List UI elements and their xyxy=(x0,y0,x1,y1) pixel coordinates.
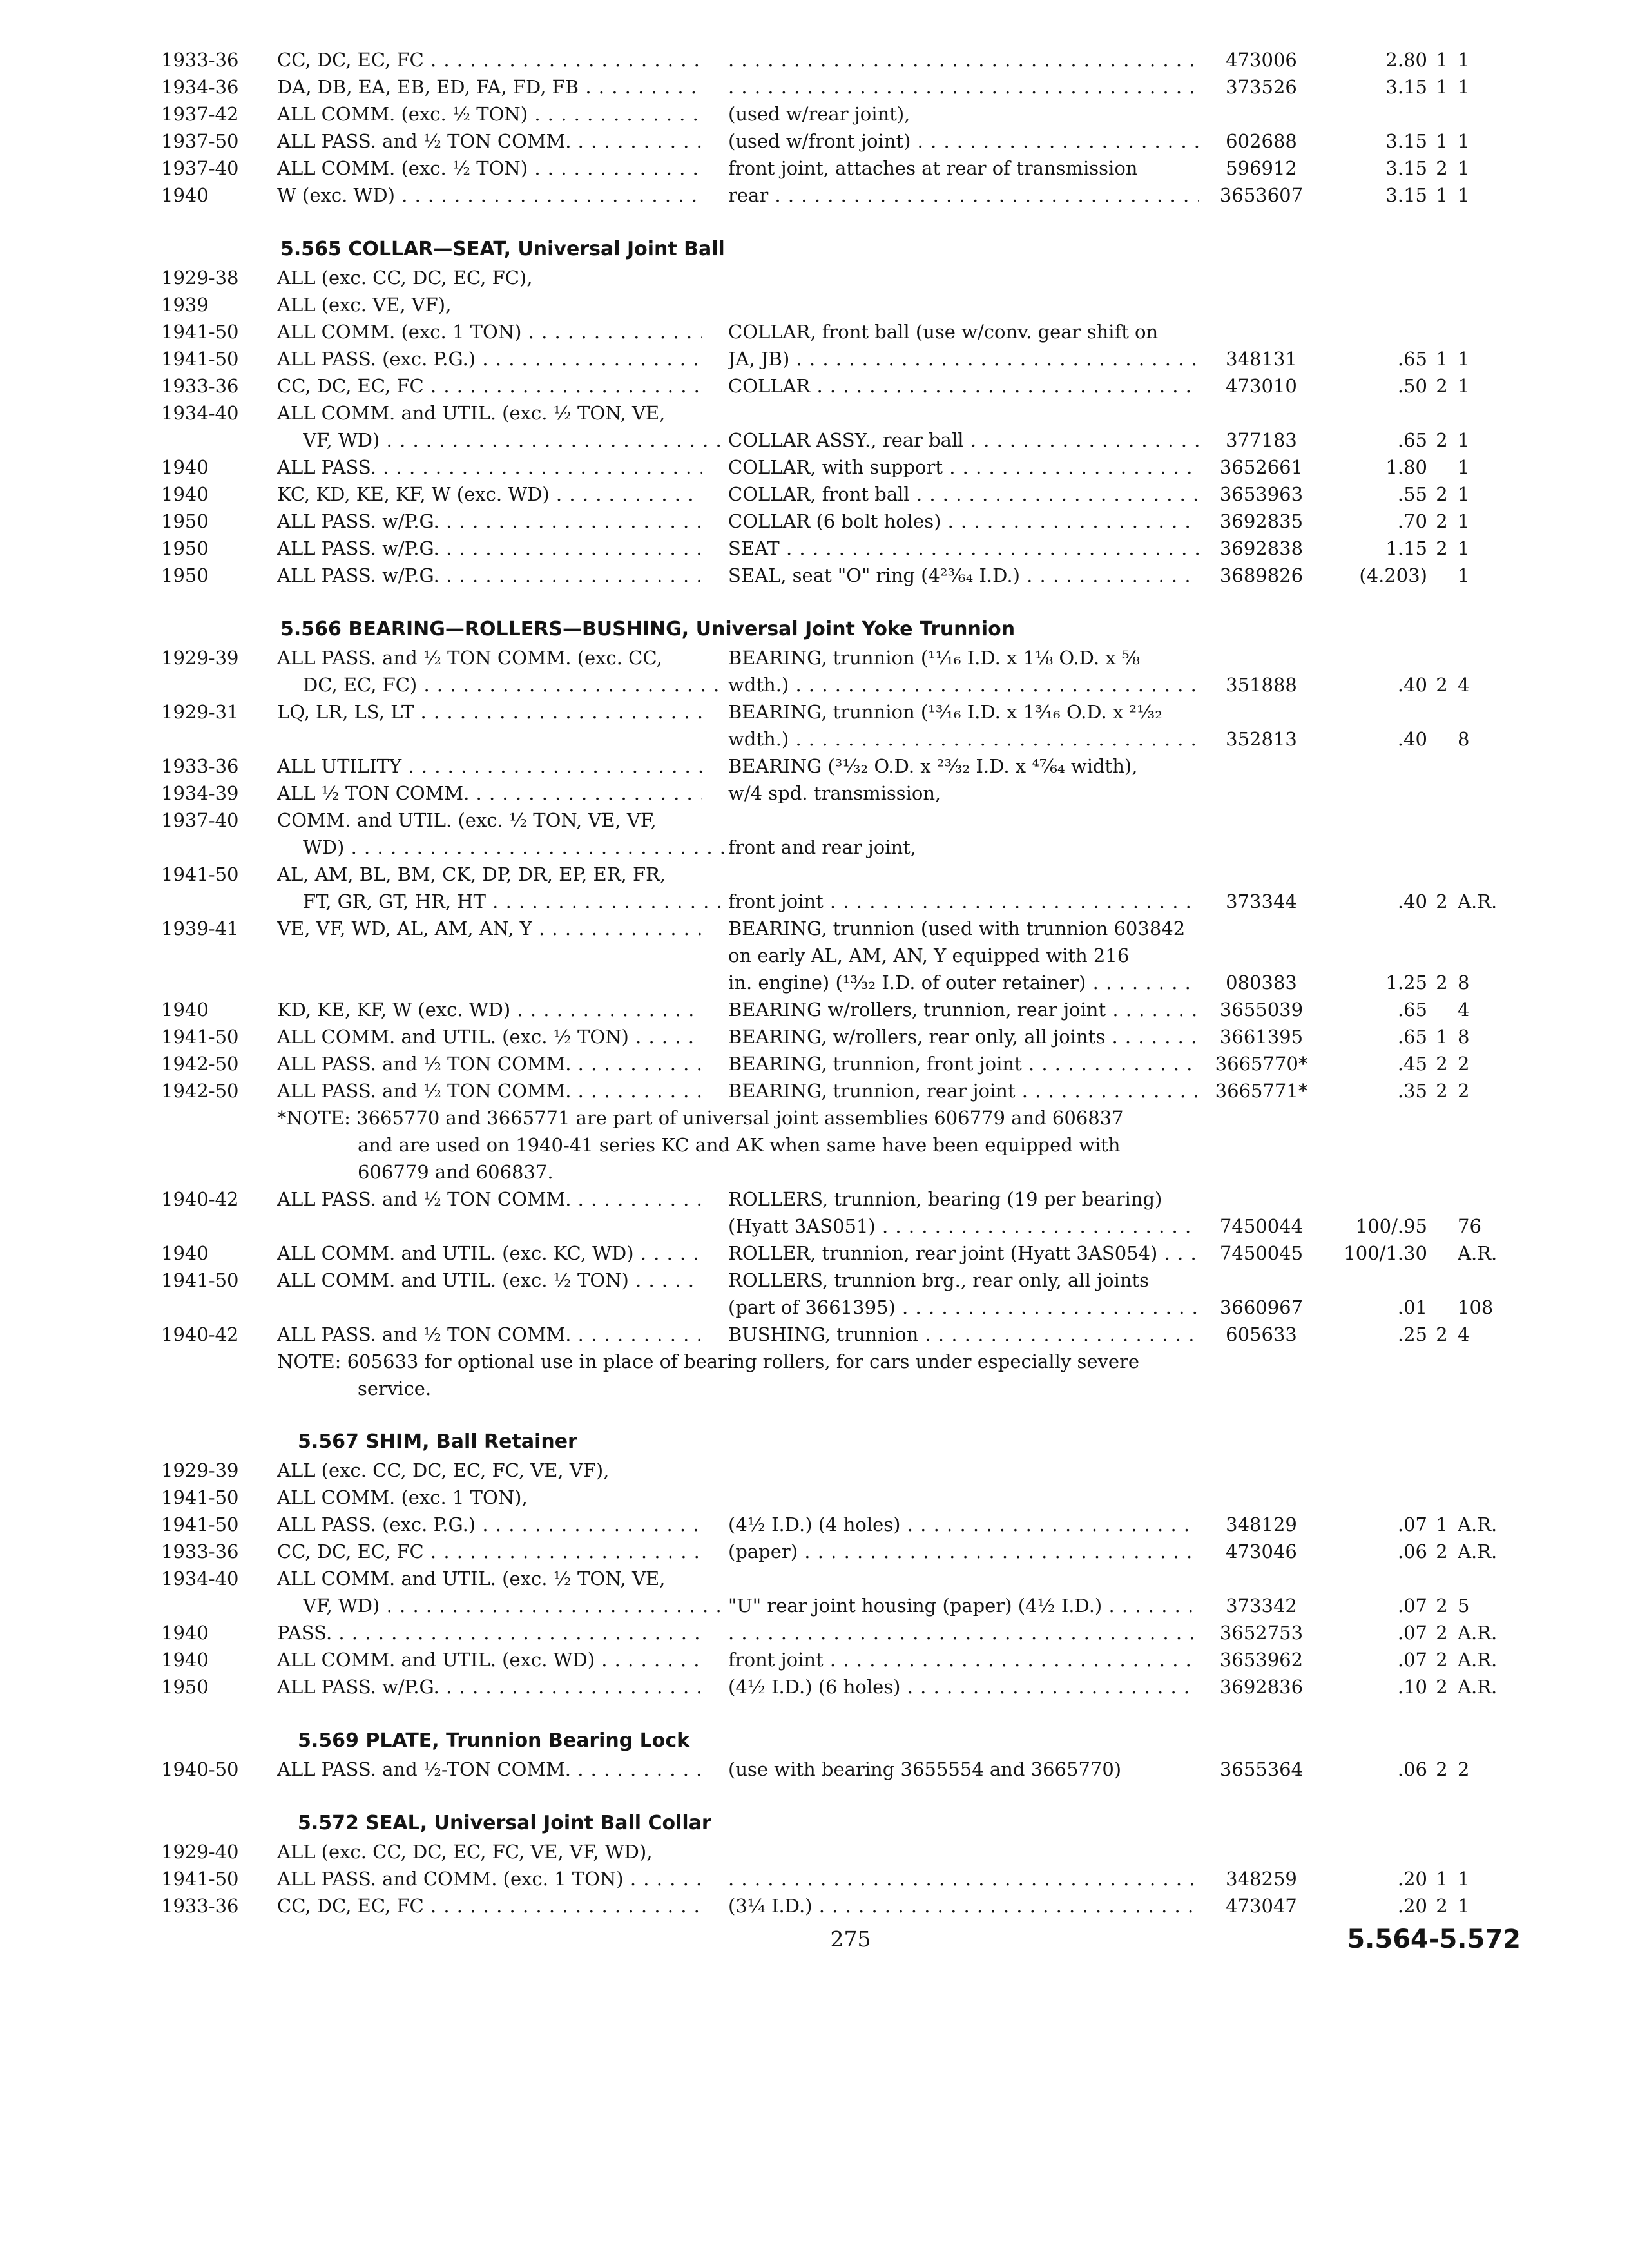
part-number: 373526 xyxy=(1226,76,1297,98)
year-range: 1941-50 xyxy=(161,1269,239,1291)
model-applicability: VF, WD) . . . xyxy=(303,427,728,454)
footnote-line: and are used on 1940-41 series KC and AK when same have been equipped with xyxy=(358,1134,1121,1156)
group-count: 1 xyxy=(1458,510,1470,532)
model-applicability: ALL PASS. and ½ TON COMM. . . . xyxy=(277,1050,702,1077)
year-range: 1940 xyxy=(161,999,209,1021)
quantity-per-car: 2 xyxy=(1436,1758,1448,1780)
model-applicability: CC, DC, EC, FC . . . xyxy=(277,46,702,73)
model-applicability: CC, DC, EC, FC . . . xyxy=(277,1538,702,1565)
group-count: A.R. xyxy=(1458,890,1498,912)
model-applicability: ALL COMM. (exc. 1 TON) . . . xyxy=(277,318,702,345)
year-range: 1940-42 xyxy=(161,1188,239,1210)
model-applicability: LQ, LR, LS, LT . . . xyxy=(277,698,702,726)
list-price: 3.15 xyxy=(1385,184,1427,206)
year-range: 1939-41 xyxy=(161,918,239,939)
part-number: 473010 xyxy=(1226,375,1297,397)
quantity-per-car: 2 xyxy=(1436,429,1448,451)
part-number: 3692836 xyxy=(1219,1676,1304,1698)
group-count: 76 xyxy=(1458,1215,1481,1237)
model-applicability: KD, KE, KF, W (exc. WD) . . . xyxy=(277,996,702,1023)
part-number: 7450045 xyxy=(1219,1242,1304,1264)
year-range: 1937-50 xyxy=(161,130,239,152)
list-price: .06 xyxy=(1397,1758,1427,1780)
group-count: 4 xyxy=(1458,1323,1470,1345)
year-range: 1934-39 xyxy=(161,782,239,804)
part-description xyxy=(728,46,1199,73)
model-applicability: DA, DB, EA, EB, ED, FA, FD, FB . . . xyxy=(277,73,702,101)
year-range: 1950 xyxy=(161,1676,209,1698)
part-description: COLLAR, front ball (use w/conv. gear shift on xyxy=(728,321,1159,343)
quantity-per-car: 1 xyxy=(1436,1026,1448,1048)
year-range: 1939 xyxy=(161,294,209,316)
part-description: JA, JB) . . . xyxy=(728,345,1199,372)
group-count: 4 xyxy=(1458,999,1470,1021)
year-range: 1942-50 xyxy=(161,1080,239,1102)
year-range: 1940 xyxy=(161,483,209,505)
list-price: .07 xyxy=(1397,1622,1427,1644)
year-range: 1950 xyxy=(161,510,209,532)
quantity-per-car: 1 xyxy=(1436,184,1448,206)
part-description: COLLAR ASSY., rear ball . . . xyxy=(728,427,1199,454)
list-price: .07 xyxy=(1397,1649,1427,1671)
list-price: .20 xyxy=(1397,1868,1427,1890)
part-description xyxy=(728,73,1199,101)
part-number: 3655039 xyxy=(1219,999,1304,1021)
year-range: 1929-31 xyxy=(161,701,239,723)
part-description: (use with bearing 3655554 and 3665770) xyxy=(728,1758,1122,1780)
list-price: .40 xyxy=(1397,890,1427,912)
list-price: .65 xyxy=(1397,348,1427,370)
quantity-per-car: 2 xyxy=(1436,890,1448,912)
list-price: 2.80 xyxy=(1385,49,1427,71)
list-price: .55 xyxy=(1397,483,1427,505)
group-count: A.R. xyxy=(1458,1649,1498,1671)
model-applicability: CC, DC, EC, FC . . . xyxy=(277,372,702,399)
part-description: (used w/front joint) . . . xyxy=(728,128,1199,155)
group-count: 1 xyxy=(1458,49,1470,71)
model-applicability: ALL PASS. and ½ TON COMM. . . . xyxy=(277,128,702,155)
part-number: 473046 xyxy=(1226,1541,1297,1562)
model-applicability: ALL COMM. and UTIL. (exc. WD) . . . xyxy=(277,1646,702,1673)
list-price: 3.15 xyxy=(1385,76,1427,98)
group-count: A.R. xyxy=(1458,1242,1498,1264)
model-applicability: WD) . . . xyxy=(303,834,728,861)
model-applicability: W (exc. WD) . . . xyxy=(277,182,702,209)
list-price: .20 xyxy=(1397,1895,1427,1917)
section-range: 5.564-5.572 xyxy=(1347,1925,1521,1954)
quantity-per-car: 2 xyxy=(1436,510,1448,532)
part-number: 3665771* xyxy=(1215,1080,1308,1102)
part-description: BEARING w/rollers, trunnion, rear joint . . . xyxy=(728,996,1199,1023)
model-applicability: PASS. . . . xyxy=(277,1619,702,1646)
footnote-line: NOTE: 605633 for optional use in place of bearing rollers, for cars under especially severe xyxy=(277,1350,1140,1372)
group-count: 1 xyxy=(1458,76,1470,98)
year-range: 1934-36 xyxy=(161,76,239,98)
year-range: 1929-39 xyxy=(161,1459,239,1481)
list-price: .07 xyxy=(1397,1595,1427,1617)
part-number: 348129 xyxy=(1226,1514,1297,1535)
model-applicability: ALL COMM. and UTIL. (exc. ½ TON, VE, xyxy=(277,1568,666,1590)
group-count: 2 xyxy=(1458,1053,1470,1075)
model-applicability: AL, AM, BL, BM, CK, DP, DR, EP, ER, FR, xyxy=(277,863,666,885)
footnote-line: *NOTE: 3665770 and 3665771 are part of universal joint assemblies 606779 and 606837 xyxy=(277,1107,1124,1129)
quantity-per-car: 1 xyxy=(1436,1514,1448,1535)
group-count: 1 xyxy=(1458,348,1470,370)
year-range: 1941-50 xyxy=(161,1514,239,1535)
part-number: 473006 xyxy=(1226,49,1297,71)
group-count: A.R. xyxy=(1458,1541,1498,1562)
list-price: .40 xyxy=(1397,674,1427,696)
year-range: 1929-40 xyxy=(161,1841,239,1863)
part-number: 596912 xyxy=(1226,157,1297,179)
model-applicability: ALL COMM. (exc. ½ TON) . . . xyxy=(277,155,702,182)
quantity-per-car: 1 xyxy=(1436,348,1448,370)
year-range: 1941-50 xyxy=(161,348,239,370)
part-number: 3689826 xyxy=(1219,564,1304,586)
list-price: .65 xyxy=(1397,429,1427,451)
model-applicability: ALL PASS. and ½-TON COMM. . . . xyxy=(277,1756,702,1783)
part-description: front joint . . . xyxy=(728,888,1199,915)
part-number: 373342 xyxy=(1226,1595,1297,1617)
year-range: 1929-39 xyxy=(161,647,239,669)
group-count: 1 xyxy=(1458,429,1470,451)
model-applicability: ALL (exc. CC, DC, EC, FC, VE, VF, WD), xyxy=(277,1841,653,1863)
year-range: 1940-42 xyxy=(161,1323,239,1345)
quantity-per-car: 2 xyxy=(1436,483,1448,505)
part-number: 3660967 xyxy=(1219,1296,1304,1318)
model-applicability: ALL PASS. w/P.G. . . . xyxy=(277,1673,702,1700)
group-count: 2 xyxy=(1458,1080,1470,1102)
group-count: 1 xyxy=(1458,157,1470,179)
year-range: 1940 xyxy=(161,184,209,206)
model-applicability: DC, EC, FC) . . . xyxy=(303,671,728,698)
group-count: 1 xyxy=(1458,1868,1470,1890)
list-price: .45 xyxy=(1397,1053,1427,1075)
footnote-line: service. xyxy=(358,1378,432,1399)
part-description: (paper) . . . xyxy=(728,1538,1199,1565)
model-applicability: COMM. and UTIL. (exc. ½ TON, VE, VF, xyxy=(277,809,657,831)
part-number: 7450044 xyxy=(1219,1215,1304,1237)
section-heading: 5.566 BEARING—ROLLERS—BUSHING, Universal Joint Yoke Trunnion xyxy=(280,618,1016,640)
part-number: 352813 xyxy=(1226,728,1297,750)
list-price: .35 xyxy=(1397,1080,1427,1102)
model-applicability: ALL (exc. VE, VF), xyxy=(277,294,452,316)
group-count: 1 xyxy=(1458,1895,1470,1917)
part-number: 377183 xyxy=(1226,429,1297,451)
part-number: 080383 xyxy=(1226,972,1297,994)
list-price: .07 xyxy=(1397,1514,1427,1535)
part-description: (used w/rear joint), xyxy=(728,103,911,125)
quantity-per-car: 2 xyxy=(1436,1595,1448,1617)
year-range: 1933-36 xyxy=(161,755,239,777)
quantity-per-car: 2 xyxy=(1436,1080,1448,1102)
year-range: 1940 xyxy=(161,1242,209,1264)
year-range: 1933-36 xyxy=(161,1895,239,1917)
model-applicability: ALL COMM. and UTIL. (exc. ½ TON, VE, xyxy=(277,402,666,424)
year-range: 1937-40 xyxy=(161,809,239,831)
part-description: wdth.) . . . xyxy=(728,671,1199,698)
group-count: A.R. xyxy=(1458,1622,1498,1644)
year-range: 1933-36 xyxy=(161,49,239,71)
part-number: 602688 xyxy=(1226,130,1297,152)
year-range: 1934-40 xyxy=(161,402,239,424)
part-description: ROLLERS, trunnion, bearing (19 per bearing) xyxy=(728,1188,1162,1210)
part-number: 3665770* xyxy=(1215,1053,1308,1075)
year-range: 1941-50 xyxy=(161,321,239,343)
group-count: 1 xyxy=(1458,130,1470,152)
group-count: 2 xyxy=(1458,1758,1470,1780)
quantity-per-car: 2 xyxy=(1436,1676,1448,1698)
list-price: 100/1.30 xyxy=(1344,1242,1427,1264)
year-range: 1933-36 xyxy=(161,375,239,397)
part-description: (4½ I.D.) (4 holes) . . . xyxy=(728,1511,1199,1538)
group-count: 8 xyxy=(1458,1026,1470,1048)
year-range: 1940 xyxy=(161,1649,209,1671)
part-number: 3653962 xyxy=(1219,1649,1304,1671)
quantity-per-car: 2 xyxy=(1436,537,1448,559)
part-number: 3652753 xyxy=(1219,1622,1304,1644)
quantity-per-car: 1 xyxy=(1436,76,1448,98)
model-applicability: ALL PASS. . . . xyxy=(277,454,702,481)
part-description: BEARING, trunnion (¹¹⁄₁₆ I.D. x 1⅛ O.D. x ⅝ xyxy=(728,647,1141,669)
model-applicability: ALL PASS. and ½ TON COMM. . . . xyxy=(277,1321,702,1348)
model-applicability: ALL PASS. w/P.G. . . . xyxy=(277,508,702,535)
group-count: A.R. xyxy=(1458,1514,1498,1535)
year-range: 1929-38 xyxy=(161,267,239,289)
model-applicability: ALL PASS. and ½ TON COMM. . . . xyxy=(277,1077,702,1104)
model-applicability: ALL COMM. and UTIL. (exc. ½ TON) . . . xyxy=(277,1267,702,1294)
group-count: 4 xyxy=(1458,674,1470,696)
list-price: 3.15 xyxy=(1385,157,1427,179)
list-price: .65 xyxy=(1397,1026,1427,1048)
part-description: SEAL, seat "O" ring (4²³⁄₆₄ I.D.) . . . xyxy=(728,562,1199,589)
part-number: 3653963 xyxy=(1219,483,1304,505)
part-description xyxy=(728,1619,1199,1646)
list-price: .65 xyxy=(1397,999,1427,1021)
part-description: BEARING, trunnion, front joint . . . xyxy=(728,1050,1199,1077)
year-range: 1950 xyxy=(161,537,209,559)
part-number: 473047 xyxy=(1226,1895,1297,1917)
quantity-per-car: 2 xyxy=(1436,1622,1448,1644)
group-count: 1 xyxy=(1458,375,1470,397)
part-description: BUSHING, trunnion . . . xyxy=(728,1321,1199,1348)
quantity-per-car: 2 xyxy=(1436,1053,1448,1075)
year-range: 1941-50 xyxy=(161,1486,239,1508)
part-number: 3652661 xyxy=(1219,456,1304,478)
part-description: BEARING, trunnion, rear joint . . . xyxy=(728,1077,1199,1104)
model-applicability: ALL (exc. CC, DC, EC, FC), xyxy=(277,267,533,289)
group-count: 1 xyxy=(1458,537,1470,559)
part-description: BEARING (³¹⁄₃₂ O.D. x ²³⁄₃₂ I.D. x ⁴⁷⁄₆₄ width), xyxy=(728,755,1138,777)
list-price: .70 xyxy=(1397,510,1427,532)
quantity-per-car: 1 xyxy=(1436,49,1448,71)
list-price: 1.80 xyxy=(1385,456,1427,478)
part-number: 3655364 xyxy=(1219,1758,1304,1780)
model-applicability: ALL PASS. and ½ TON COMM. . . . xyxy=(277,1186,702,1213)
model-applicability: KC, KD, KE, KF, W (exc. WD) . . . xyxy=(277,481,702,508)
part-number: 3653607 xyxy=(1219,184,1304,206)
part-description: COLLAR (6 bolt holes) . . . xyxy=(728,508,1199,535)
model-applicability: ALL PASS. w/P.G. . . . xyxy=(277,562,702,589)
model-applicability: ALL PASS. and COMM. (exc. 1 TON) . . . xyxy=(277,1865,702,1892)
part-description: (4½ I.D.) (6 holes) . . . xyxy=(728,1673,1199,1700)
part-description: (3¼ I.D.) . . . xyxy=(728,1892,1199,1919)
part-description: front joint . . . xyxy=(728,1646,1199,1673)
year-range: 1937-40 xyxy=(161,157,239,179)
group-count: 1 xyxy=(1458,564,1470,586)
part-number: 3692835 xyxy=(1219,510,1304,532)
part-description: ROLLER, trunnion, rear joint (Hyatt 3AS054) . . . xyxy=(728,1240,1199,1267)
model-applicability: FT, GR, GT, HR, HT . . . xyxy=(303,888,728,915)
quantity-per-car: 2 xyxy=(1436,1895,1448,1917)
footnote-line: 606779 and 606837. xyxy=(358,1161,554,1183)
part-description: (Hyatt 3AS051) . . . xyxy=(728,1213,1199,1240)
part-description: rear . . . xyxy=(728,182,1199,209)
year-range: 1933-36 xyxy=(161,1541,239,1562)
list-price: .25 xyxy=(1397,1323,1427,1345)
group-count: 108 xyxy=(1458,1296,1494,1318)
model-applicability: ALL COMM. and UTIL. (exc. KC, WD) . . . xyxy=(277,1240,702,1267)
part-description: on early AL, AM, AN, Y equipped with 216 xyxy=(728,945,1130,966)
list-price: .10 xyxy=(1397,1676,1427,1698)
part-description: (part of 3661395) . . . xyxy=(728,1294,1199,1321)
list-price: 1.25 xyxy=(1385,972,1427,994)
part-description: BEARING, trunnion (¹³⁄₁₆ I.D. x 1³⁄₁₆ O.D. x ²¹⁄₃₂ xyxy=(728,701,1162,723)
part-description: BEARING, trunnion (used with trunnion 603842 xyxy=(728,918,1186,939)
part-description xyxy=(728,1865,1199,1892)
model-applicability: ALL PASS. and ½ TON COMM. (exc. CC, xyxy=(277,647,662,669)
model-applicability: VE, VF, WD, AL, AM, AN, Y . . . xyxy=(277,915,702,942)
quantity-per-car: 2 xyxy=(1436,972,1448,994)
part-description: BEARING, w/rollers, rear only, all joints . . . xyxy=(728,1023,1199,1050)
model-applicability: ALL (exc. CC, DC, EC, FC, VE, VF), xyxy=(277,1459,610,1481)
list-price: 100/.95 xyxy=(1355,1215,1427,1237)
quantity-per-car: 1 xyxy=(1436,1868,1448,1890)
part-number: 3661395 xyxy=(1219,1026,1304,1048)
group-count: A.R. xyxy=(1458,1676,1498,1698)
group-count: 1 xyxy=(1458,456,1470,478)
list-price: 1.15 xyxy=(1385,537,1427,559)
part-description: in. engine) (¹³⁄₃₂ I.D. of outer retainer) . . . xyxy=(728,969,1199,996)
part-description: wdth.) . . . xyxy=(728,726,1199,753)
part-description: ROLLERS, trunnion brg., rear only, all joints xyxy=(728,1269,1149,1291)
list-price: .50 xyxy=(1397,375,1427,397)
section-heading: 5.565 COLLAR—SEAT, Universal Joint Ball xyxy=(280,238,725,260)
quantity-per-car: 2 xyxy=(1436,375,1448,397)
group-count: 5 xyxy=(1458,1595,1470,1617)
model-applicability: ALL COMM. and UTIL. (exc. ½ TON) . . . xyxy=(277,1023,702,1050)
part-description: w/4 spd. transmission, xyxy=(728,782,941,804)
year-range: 1941-50 xyxy=(161,1868,239,1890)
part-description: COLLAR, with support . . . xyxy=(728,454,1199,481)
year-range: 1934-40 xyxy=(161,1568,239,1590)
quantity-per-car: 2 xyxy=(1436,1649,1448,1671)
list-price: .40 xyxy=(1397,728,1427,750)
year-range: 1940 xyxy=(161,1622,209,1644)
quantity-per-car: 2 xyxy=(1436,1323,1448,1345)
year-range: 1941-50 xyxy=(161,1026,239,1048)
model-applicability: ALL PASS. (exc. P.G.) . . . xyxy=(277,1511,702,1538)
model-applicability: ALL ½ TON COMM. . . . xyxy=(277,780,702,807)
year-range: 1937-42 xyxy=(161,103,239,125)
list-price: .06 xyxy=(1397,1541,1427,1562)
quantity-per-car: 1 xyxy=(1436,130,1448,152)
quantity-per-car: 2 xyxy=(1436,1541,1448,1562)
part-description: COLLAR . . . xyxy=(728,372,1199,399)
part-number: 348131 xyxy=(1226,348,1297,370)
group-count: 1 xyxy=(1458,483,1470,505)
list-price: 3.15 xyxy=(1385,130,1427,152)
part-number: 348259 xyxy=(1226,1868,1297,1890)
model-applicability: ALL UTILITY . . . xyxy=(277,753,702,780)
section-heading: 5.572 SEAL, Universal Joint Ball Collar xyxy=(298,1812,711,1834)
model-applicability: ALL COMM. (exc. 1 TON), xyxy=(277,1486,528,1508)
year-range: 1940-50 xyxy=(161,1758,239,1780)
group-count: 8 xyxy=(1458,972,1470,994)
list-price: (4.203) xyxy=(1359,564,1427,586)
list-price: .01 xyxy=(1397,1296,1427,1318)
year-range: 1942-50 xyxy=(161,1053,239,1075)
model-applicability: ALL PASS. (exc. P.G.) . . . xyxy=(277,345,702,372)
part-description: COLLAR, front ball . . . xyxy=(728,481,1199,508)
part-description: front joint, attaches at rear of transmission xyxy=(728,157,1138,179)
group-count: 1 xyxy=(1458,184,1470,206)
quantity-per-car: 2 xyxy=(1436,157,1448,179)
part-description: SEAT . . . xyxy=(728,535,1199,562)
quantity-per-car: 2 xyxy=(1436,674,1448,696)
year-range: 1950 xyxy=(161,564,209,586)
page-number: 275 xyxy=(830,1927,871,1952)
section-heading: 5.569 PLATE, Trunnion Bearing Lock xyxy=(298,1729,690,1752)
part-description: front and rear joint, xyxy=(728,836,917,858)
model-applicability: VF, WD) . . . xyxy=(303,1592,728,1619)
model-applicability: CC, DC, EC, FC . . . xyxy=(277,1892,702,1919)
part-number: 3692838 xyxy=(1219,537,1304,559)
model-applicability: ALL PASS. w/P.G. . . . xyxy=(277,535,702,562)
part-number: 373344 xyxy=(1226,890,1297,912)
part-number: 351888 xyxy=(1226,674,1297,696)
year-range: 1940 xyxy=(161,456,209,478)
section-heading: 5.567 SHIM, Ball Retainer xyxy=(298,1430,577,1453)
model-applicability: ALL COMM. (exc. ½ TON) . . . xyxy=(277,101,702,128)
part-number: 605633 xyxy=(1226,1323,1297,1345)
group-count: 8 xyxy=(1458,728,1470,750)
year-range: 1941-50 xyxy=(161,863,239,885)
part-description: "U" rear joint housing (paper) (4½ I.D.) . . . xyxy=(728,1592,1199,1619)
